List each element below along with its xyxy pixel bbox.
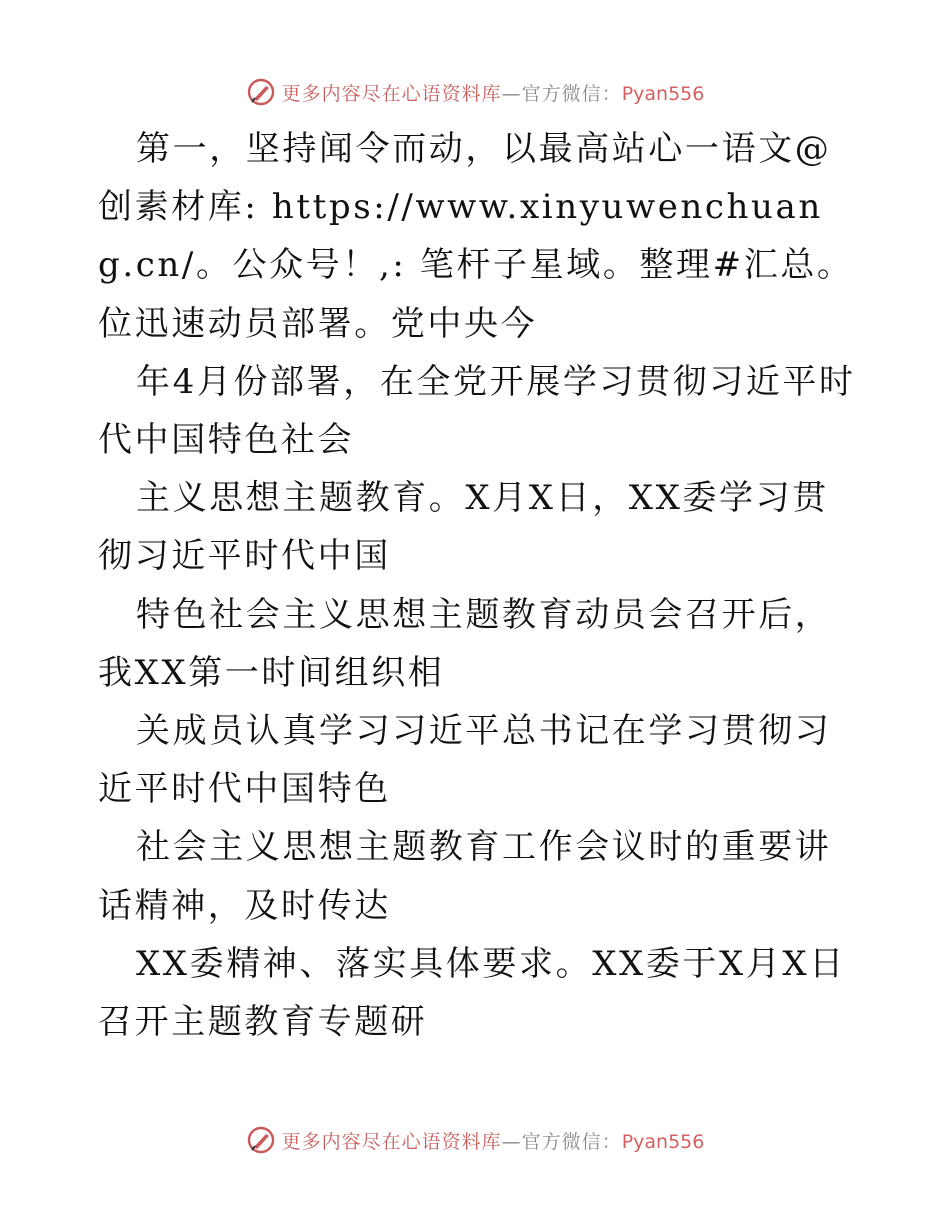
paragraph: XX委精神、落实具体要求。XX委于X月X日召开主题教育专题研 — [98, 943, 846, 1043]
watermark-text — [282, 79, 705, 106]
watermark-site: 更多内容尽在心语资料库 — [281, 1130, 502, 1153]
watermark-wechat-label: 官方微信： — [521, 1130, 622, 1153]
watermark-site: 更多内容尽在心语资料库 — [281, 82, 502, 105]
paragraph: 关成员认真学习习近平总书记在学习贯彻习近平时代中国特色 — [98, 711, 832, 810]
watermark-text — [282, 1127, 705, 1154]
paragraph: 主义思想主题教育。X月X日，XX委学习贯彻习近平时代中国 — [98, 478, 829, 577]
watermark-separator: — — [501, 82, 522, 105]
quill-pen-circle-icon — [246, 1125, 276, 1155]
header-watermark — [0, 70, 950, 114]
paragraph: 特色社会主义思想主题教育动员会召开后，我XX第一时间组织相 — [98, 594, 832, 693]
paragraph: 社会主义思想主题教育工作会议时的重要讲话精神，及时传达 — [98, 827, 832, 926]
watermark-wechat-label: 官方微信： — [521, 82, 622, 105]
paragraph: 年4月份部署，在全党开展学习贯彻习近平时代中国特色社会 — [98, 361, 856, 461]
footer-watermark — [0, 1118, 950, 1162]
document-body — [98, 120, 858, 1051]
watermark-wechat-id: Pyan556 — [621, 1130, 705, 1153]
watermark-wechat-id: Pyan556 — [621, 82, 705, 105]
quill-pen-circle-icon — [246, 77, 276, 107]
watermark-separator: — — [501, 1130, 522, 1153]
paragraph: 第一，坚持闻令而动，以最高站心一语文@创素材库: https://www.xinyuwenchuang.cn/。公众号！,: 笔杆子星域。整理#汇总。位迅速动员部署。党中央今 — [98, 129, 854, 344]
